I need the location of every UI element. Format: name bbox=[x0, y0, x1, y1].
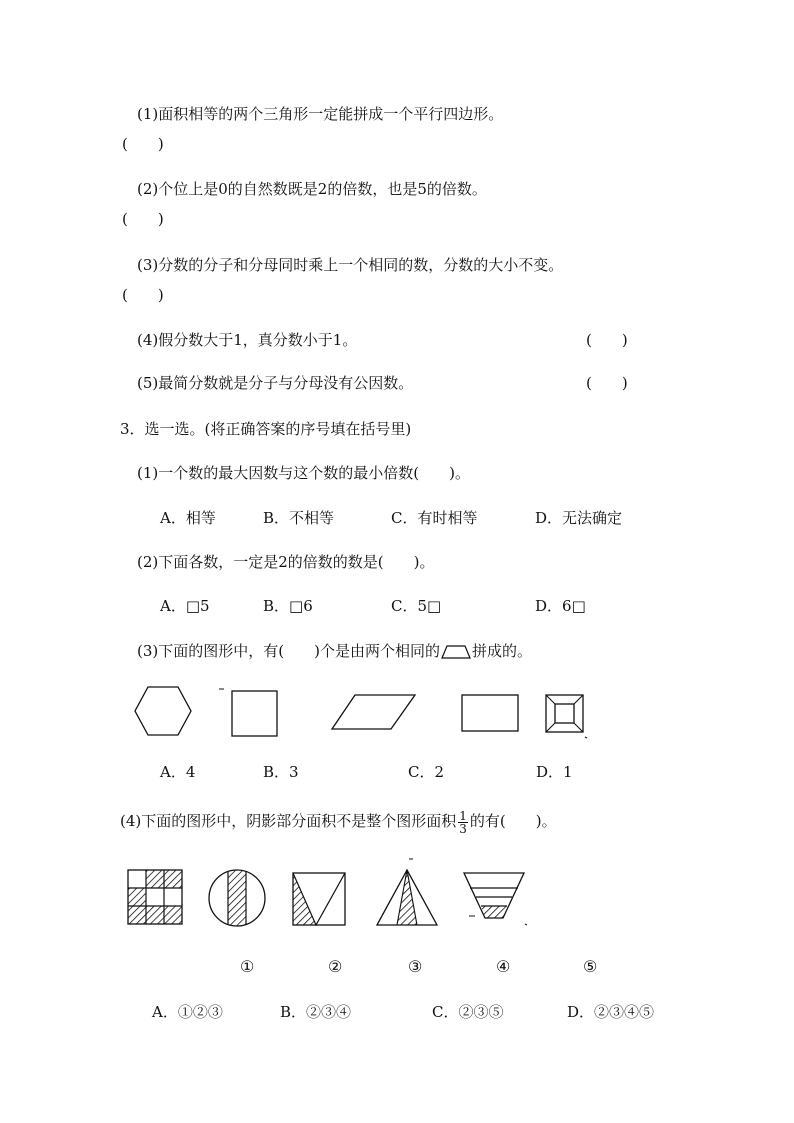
q2-option-a[interactable]: A．□5 bbox=[160, 597, 210, 615]
section-3-heading: 3．选一选。(将正确答案的序号填在括号里) bbox=[120, 420, 412, 438]
fraction-numerator: 1 bbox=[459, 808, 467, 823]
q2-option-c[interactable]: C．5□ bbox=[391, 597, 442, 615]
question-4-text bbox=[120, 809, 557, 835]
q1-option-c[interactable]: C．有时相等 bbox=[391, 509, 478, 527]
square-v-shape-3 bbox=[292, 872, 348, 928]
q3-option-b[interactable]: B．3 bbox=[263, 763, 299, 781]
rectangle-shape bbox=[461, 694, 521, 734]
question-3-text bbox=[137, 641, 532, 661]
triangle-shape-4 bbox=[375, 858, 441, 928]
q4-option-a[interactable]: A．①②③ bbox=[152, 1003, 223, 1021]
question-3-text-before: (3)下面的图形中，有( )个是由两个相同的 bbox=[137, 642, 440, 660]
q4-option-c[interactable]: C．②③⑤ bbox=[432, 1003, 504, 1021]
grid-shape-1 bbox=[127, 869, 185, 925]
judge-answer-3[interactable]: ( ) bbox=[122, 286, 164, 304]
hexagon-shape bbox=[133, 685, 193, 737]
q4-option-b[interactable]: B．②③④ bbox=[280, 1003, 352, 1021]
frame-square-shape bbox=[545, 694, 591, 740]
question-4-text-before: (4)下面的图形中，阴影部分面积不是整个图形面积 bbox=[120, 812, 457, 830]
shape-label-5: ⑤ bbox=[583, 957, 598, 976]
q1-option-a[interactable]: A．相等 bbox=[160, 509, 216, 527]
circle-shape-2 bbox=[208, 869, 268, 929]
square-shape bbox=[218, 686, 282, 738]
judge-item-2: (2)个位上是0的自然数既是2的倍数，也是5的倍数。 bbox=[137, 180, 487, 198]
q4-option-d[interactable]: D．②③④⑤ bbox=[567, 1003, 655, 1021]
judge-answer-5[interactable]: ( ) bbox=[586, 374, 628, 392]
judge-answer-4[interactable]: ( ) bbox=[586, 331, 628, 349]
parallelogram-shape bbox=[331, 693, 417, 731]
q3-option-d[interactable]: D．1 bbox=[536, 763, 573, 781]
shape-label-1: ① bbox=[240, 957, 255, 976]
shape-label-4: ④ bbox=[496, 957, 511, 976]
q2-option-d[interactable]: D．6□ bbox=[535, 597, 586, 615]
judge-item-5: (5)最简分数就是分子与分母没有公因数。 bbox=[137, 374, 414, 392]
question-4-text-after: 的有( )。 bbox=[469, 812, 557, 830]
question-3-text-after: 拼成的。 bbox=[471, 642, 532, 660]
shape-label-2: ② bbox=[328, 957, 343, 976]
judge-answer-1[interactable]: ( ) bbox=[122, 135, 164, 153]
judge-item-3: (3)分数的分子和分母同时乘上一个相同的数，分数的大小不变。 bbox=[137, 256, 564, 274]
judge-item-1: (1)面积相等的两个三角形一定能拼成一个平行四边形。 bbox=[137, 105, 504, 123]
question-1-text: (1)一个数的最大因数与这个数的最小倍数( )。 bbox=[137, 464, 470, 482]
shape-label-3: ③ bbox=[408, 957, 423, 976]
question-2-text: (2)下面各数，一定是2的倍数的数是( )。 bbox=[137, 553, 435, 571]
q2-option-b[interactable]: B．□6 bbox=[263, 597, 313, 615]
judge-answer-2[interactable]: ( ) bbox=[122, 210, 164, 228]
fraction-denominator: 3 bbox=[459, 821, 467, 836]
trapezoid-icon bbox=[441, 644, 471, 660]
q3-option-c[interactable]: C．2 bbox=[408, 763, 445, 781]
q1-option-d[interactable]: D．无法确定 bbox=[535, 509, 623, 527]
q1-option-b[interactable]: B．不相等 bbox=[263, 509, 335, 527]
judge-item-4: (4)假分数大于1，真分数小于1。 bbox=[137, 331, 358, 349]
one-third-fraction bbox=[458, 810, 468, 835]
q3-option-a[interactable]: A．4 bbox=[160, 763, 196, 781]
trapezoid-shape-5 bbox=[463, 871, 529, 931]
